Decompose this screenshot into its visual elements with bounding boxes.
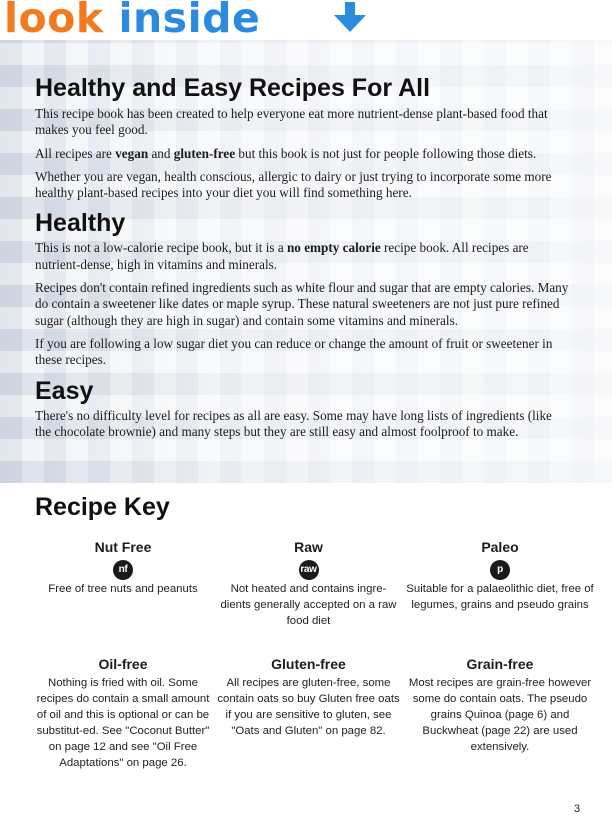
look-inside-banner (0, 0, 612, 40)
easy-heading: Easy (35, 376, 94, 405)
banner-inside-word: inside (118, 0, 261, 42)
key-description: Free of tree nuts and peanuts (48, 583, 198, 595)
banner-text (4, 0, 260, 45)
recipe-key-grid (35, 538, 595, 771)
key-description: Nothing is fried with oil. Some recipes do contain a small amount of oil and this is optional or can be substitut-ed. See "Coconut Butter" on page 12 and see "Oil Free Adaptations" on page 26. (36, 677, 210, 769)
arrow-down-icon (330, 0, 370, 34)
healthy-paragraph-2: Recipes don't contain refined ingredients such as white flour and sugar that are empty calories. Many do contain a sweetener like dates or maple syrup. These natural sweeteners are not just pure refined sugar (although they are high in sugar) and contain some vitamins and minerals. (35, 280, 569, 328)
key-description: Not heated and contains ingre-dients generally accepted on a raw food diet (220, 583, 397, 627)
key-name: Gluten-free (271, 656, 346, 672)
gluten-free-emphasis: gluten-free (173, 145, 236, 161)
intro-paragraph-1: This recipe book has been created to help everyone eat more nutrient-dense plant-based food that makes you feel good. (35, 106, 548, 138)
hero-content (35, 73, 570, 447)
banner-look-word: look (4, 0, 104, 42)
raw-badge-icon: raw (299, 560, 319, 580)
key-item-raw (216, 538, 401, 629)
key-item-gluten-free (216, 655, 401, 771)
intro-title: Healthy and Easy Recipes For All (35, 74, 431, 102)
intro-paragraph-2: All recipes are vegan and gluten-free but this book is not just for people following those diets. (35, 145, 537, 161)
hero-section (0, 40, 612, 483)
key-name: Grain-free (466, 656, 534, 672)
nut-free-badge-icon: nf (113, 560, 133, 580)
key-description: Most recipes are grain-free however some do contain oats. The pseudo grains Quinoa (page 6) and Buckwheat (page 22) are used extensively. (408, 677, 592, 753)
key-item-paleo (406, 538, 594, 629)
paleo-badge-icon: p (490, 560, 510, 580)
key-item-grain-free (406, 655, 594, 771)
key-description: Suitable for a palaeolithic diet, free of legumes, grains and pseudo grains (406, 583, 594, 611)
key-name: Nut Free (94, 539, 152, 555)
healthy-heading: Healthy (35, 209, 126, 238)
healthy-paragraph-3: If you are following a low sugar diet you can reduce or change the amount of fruit or sweetener in these recipes. (35, 335, 553, 368)
no-empty-calorie-emphasis: no empty calorie (286, 240, 381, 256)
key-name: Paleo (481, 539, 519, 555)
key-name: Oil-free (98, 656, 148, 672)
page-number: 3 (574, 803, 581, 815)
key-name: Raw (294, 539, 323, 555)
recipe-key-title: Recipe Key (35, 493, 170, 521)
key-item-oil-free (35, 655, 211, 771)
healthy-paragraph-1: This is not a low-calorie recipe book, but it is a no empty calorie recipe book. All recipes are nutrient-dense, high in vitamins and minerals. (35, 240, 529, 272)
vegan-emphasis: vegan (115, 145, 149, 161)
key-description: All recipes are gluten-free, some contain oats so buy Gluten free oats if you are sensitive to gluten, see "Oats and Gluten" on page 82. (217, 677, 400, 737)
intro-paragraph-3: Whether you are vegan, health conscious, allergic to dairy or just trying to incorporate some more healthy plant-based recipes into your diet you will find something here. (35, 168, 552, 201)
key-item-nut-free (35, 538, 211, 629)
easy-paragraph-1: There's no difficulty level for recipes as all are easy. Some may have long lists of ingredients (like the chocolate brownie) and many steps but they are still easy and almost foolproof to make. (35, 407, 552, 439)
